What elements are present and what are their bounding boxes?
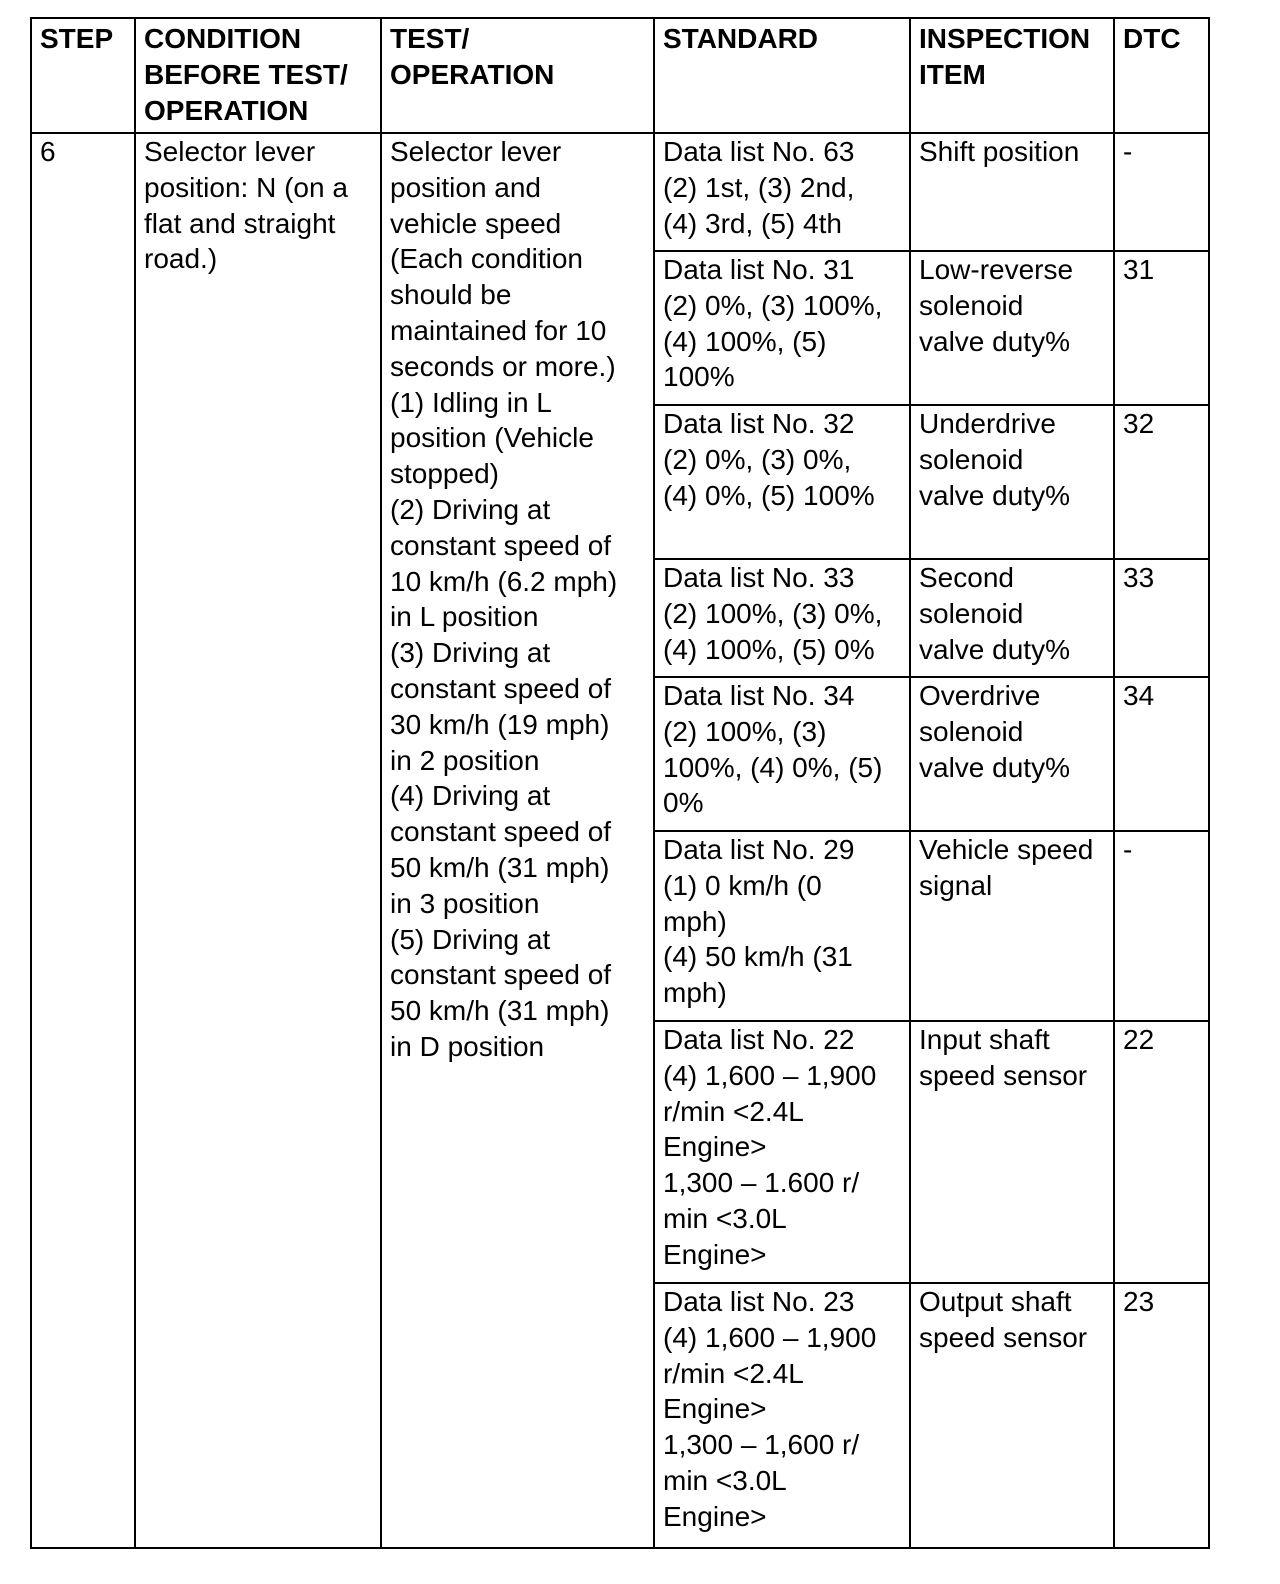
step-number: 6 <box>31 133 135 1548</box>
test-operation-cell: Selector lever position and vehicle speed (Each condition should be maintained for 10 seconds or more.) (1) Idling in L position (Vehicle stopped) (2) Driving at constant speed of 10 km/h (6.2 mph) in L position (3) Driving at constant speed of 30 km/h (19 mph) in 2 position (4) Driving at constant speed of 50 km/h (31 mph) in 3 position (5) Driving at constant speed of 50 km/h (31 mph) in D position <box>381 133 654 1548</box>
inspection-item-cell: Vehicle speed signal <box>910 831 1114 1021</box>
dtc-cell: - <box>1114 133 1209 251</box>
inspection-item-cell: Shift position <box>910 133 1114 251</box>
dtc-cell: 23 <box>1114 1283 1209 1548</box>
dtc-cell: 32 <box>1114 405 1209 559</box>
header-dtc: DTC <box>1114 18 1209 133</box>
header-inspection-item: INSPECTION ITEM <box>910 18 1114 133</box>
dtc-cell: 31 <box>1114 251 1209 405</box>
standard-cell: Data list No. 31 (2) 0%, (3) 100%, (4) 100%, (5) 100% <box>654 251 910 405</box>
condition-cell: Selector lever position: N (on a flat and straight road.) <box>135 133 381 1548</box>
header-row <box>31 18 1209 133</box>
dtc-cell: - <box>1114 831 1209 1021</box>
inspection-item-cell: Overdrive solenoid valve duty% <box>910 677 1114 831</box>
standard-cell: Data list No. 29 (1) 0 km/h (0 mph) (4) 50 km/h (31 mph) <box>654 831 910 1021</box>
standard-cell: Data list No. 63 (2) 1st, (3) 2nd, (4) 3rd, (5) 4th <box>654 133 910 251</box>
header-test-operation: TEST/ OPERATION <box>381 18 654 133</box>
inspection-item-cell: Output shaft speed sensor <box>910 1283 1114 1548</box>
dtc-cell: 22 <box>1114 1021 1209 1283</box>
inspection-item-cell: Input shaft speed sensor <box>910 1021 1114 1283</box>
standard-cell: Data list No. 22 (4) 1,600 – 1,900 r/min <2.4L Engine> 1,300 – 1.600 r/ min <3.0L Engine> <box>654 1021 910 1283</box>
inspection-item-cell: Second solenoid valve duty% <box>910 559 1114 677</box>
dtc-cell: 34 <box>1114 677 1209 831</box>
inspection-item-cell: Low-reverse solenoid valve duty% <box>910 251 1114 405</box>
inspection-item-cell: Underdrive solenoid valve duty% <box>910 405 1114 559</box>
standard-cell: Data list No. 34 (2) 100%, (3) 100%, (4) 0%, (5) 0% <box>654 677 910 831</box>
table-row <box>31 133 1209 251</box>
inspection-table <box>30 17 1210 1549</box>
dtc-cell: 33 <box>1114 559 1209 677</box>
header-step: STEP <box>31 18 135 133</box>
header-condition: CONDITION BEFORE TEST/ OPERATION <box>135 18 381 133</box>
header-standard: STANDARD <box>654 18 910 133</box>
standard-cell: Data list No. 33 (2) 100%, (3) 0%, (4) 100%, (5) 0% <box>654 559 910 677</box>
standard-cell: Data list No. 23 (4) 1,600 – 1,900 r/min <2.4L Engine> 1,300 – 1,600 r/ min <3.0L Engine> <box>654 1283 910 1548</box>
standard-cell: Data list No. 32 (2) 0%, (3) 0%, (4) 0%, (5) 100% <box>654 405 910 559</box>
